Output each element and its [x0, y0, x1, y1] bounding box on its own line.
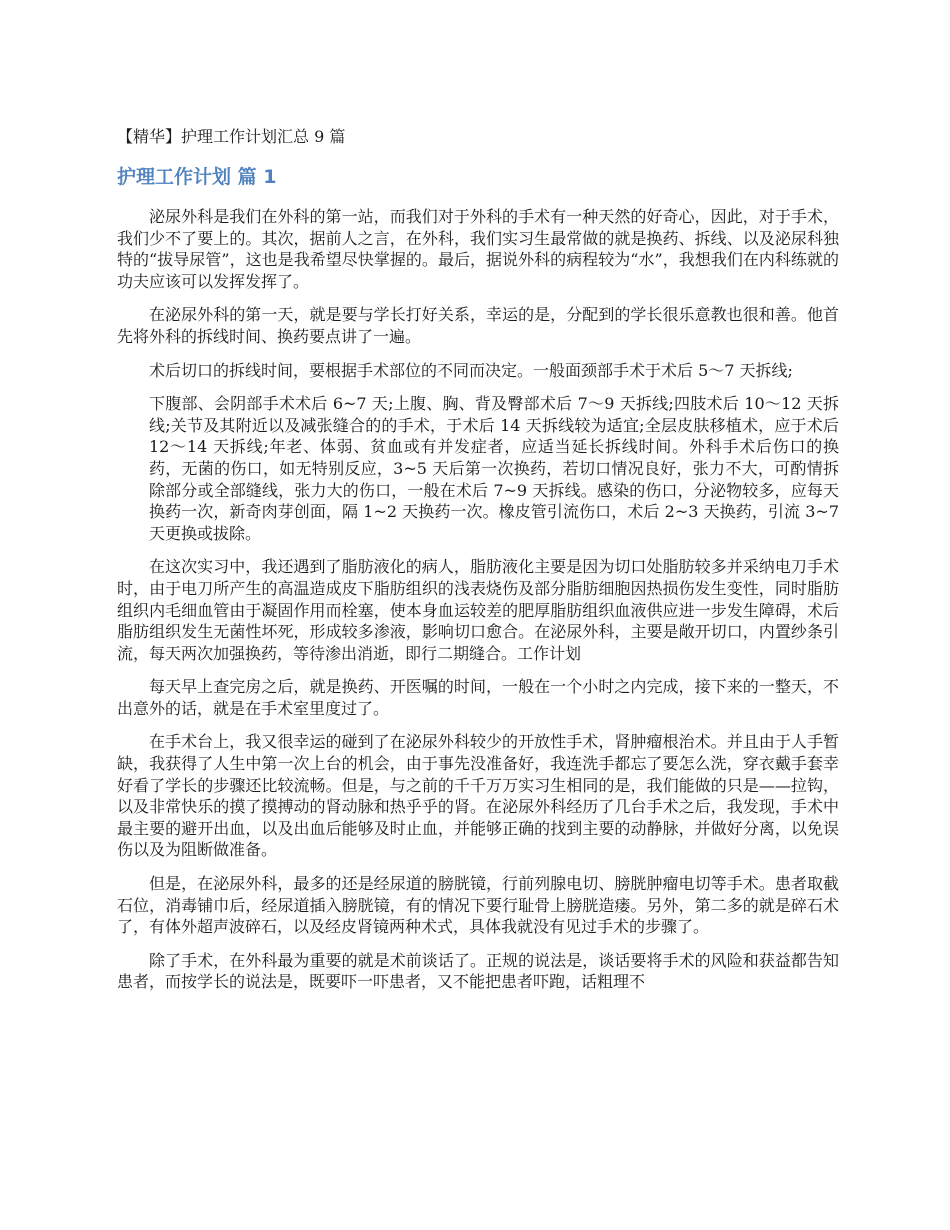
paragraph-suture-removal-timing: 术后切口的拆线时间，要根据手术部位的不同而决定。一般面颈部手术于术后 5～7 天拆线; [149, 360, 793, 380]
paragraph-cystoscopy: 但是，在泌尿外科，最多的还是经尿道的膀胱镜，行前列腺电切、膀胱肿瘤电切等手术。患者取截石位，消毒铺巾后，经尿道插入膀胱镜，有的情况下要行耻骨上膀胱造瘘。另外，第二多的就是碎石术了，有体外超声波碎石，以及经皮肾镜两种术式，具体我就没有见过手术的步骤了。 [117, 874, 839, 937]
paragraph-first-day: 在泌尿外科的第一天，就是要与学长打好关系，幸运的是，分配到的学长很乐意教也很和善。他首先将外科的拆线时间、换药要点讲了一遍。 [117, 305, 839, 346]
paragraph-intro: 泌尿外科是我们在外科的第一站，而我们对于外科的手术有一种天然的好奇心，因此，对于手术，我们少不了要上的。其次，据前人之言，在外科，我们实习生最常做的就是换药、拆线、以及泌尿科独特的“拔导尿管”，这也是我希望尽快掌握的。最后，据说外科的病程较为“水”，我想我们在内科练就的功夫应该可以发挥发挥了。 [117, 207, 839, 291]
paragraph-suture-removal-details: 下腹部、会阴部手术术后 6~7 天;上腹、胸、背及臀部术后 7～9 天拆线;四肢术后 10～12 天拆线;关节及其附近以及减张缝合的的手术，于术后 14 天拆线较为适宜;全层皮肤移植术，应于术后 12～14 天拆线;年老、体弱、贫血或有并发症者，应适当延长拆线时间。外科手术后伤口的换药，无菌的伤口，如无特别反应，3~5 天后第一次换药，若切口情况良好，张力不大，可酌情拆除部分或全部缝线，张力大的伤口，一般在术后 7~9 天拆线。感染的伤口，分泌物较多，应每天换药一次，新奇肉芽创面，隔 1~2 天换药一次。橡皮管引流伤口，术后 2~3 天换药，引流 3~7 天更换或拔除。 [149, 394, 839, 543]
paragraph-fat-liquefaction: 在这次实习中，我还遇到了脂肪液化的病人，脂肪液化主要是因为切口处脂肪较多并采纳电刀手术时，由于电刀所产生的高温造成皮下脂肪组织的浅表烧伤及部分脂肪细胞因热损伤发生变性，同时脂肪组织内毛细血管由于凝固作用而栓塞，使本身血运较差的肥厚脂肪组织血液供应进一步发生障碍，术后脂肪组织发生无菌性坏死，形成较多渗液，影响切口愈合。在泌尿外科，主要是敞开切口，内置纱条引流，每天两次加强换药，等待渗出消逝，即行二期缝合。工作计划 [117, 557, 839, 663]
section-heading: 护理工作计划 篇 1 [117, 166, 277, 188]
paragraph-operating-table: 在手术台上，我又很幸运的碰到了在泌尿外科较少的开放性手术，肾肿瘤根治术。并且由于人手暂缺，我获得了人生中第一次上台的机会，由于事先没准备好，我连洗手都忘了要怎么洗，穿衣戴手套幸好看了学长的步骤还比较流畅。但是，与之前的千千万万实习生相同的是，我们能做的只是——拉钩，以及非常快乐的摸了摸搏动的肾动脉和热乎乎的肾。在泌尿外科经历了几台手术之后，我发现，手术中最主要的避开出血，以及出血后能够及时止血，并能够正确的找到主要的动静脉，并做好分离，以免误伤以及为阻断做准备。 [117, 732, 839, 860]
paragraph-daily-routine: 每天早上查完房之后，就是换药、开医嘱的时间，一般在一个小时之内完成，接下来的一整天，不出意外的话，就是在手术室里度过了。 [117, 677, 839, 718]
document-title: 【精华】护理工作计划汇总 9 篇 [117, 127, 346, 146]
paragraph-preop-talk: 除了手术，在外科最为重要的就是术前谈话了。正规的说法是，谈话要将手术的风险和获益都告知患者，而按学长的说法是，既要吓一吓患者，又不能把患者吓跑，话粗理不 [117, 950, 839, 992]
document-body [117, 206, 839, 1005]
